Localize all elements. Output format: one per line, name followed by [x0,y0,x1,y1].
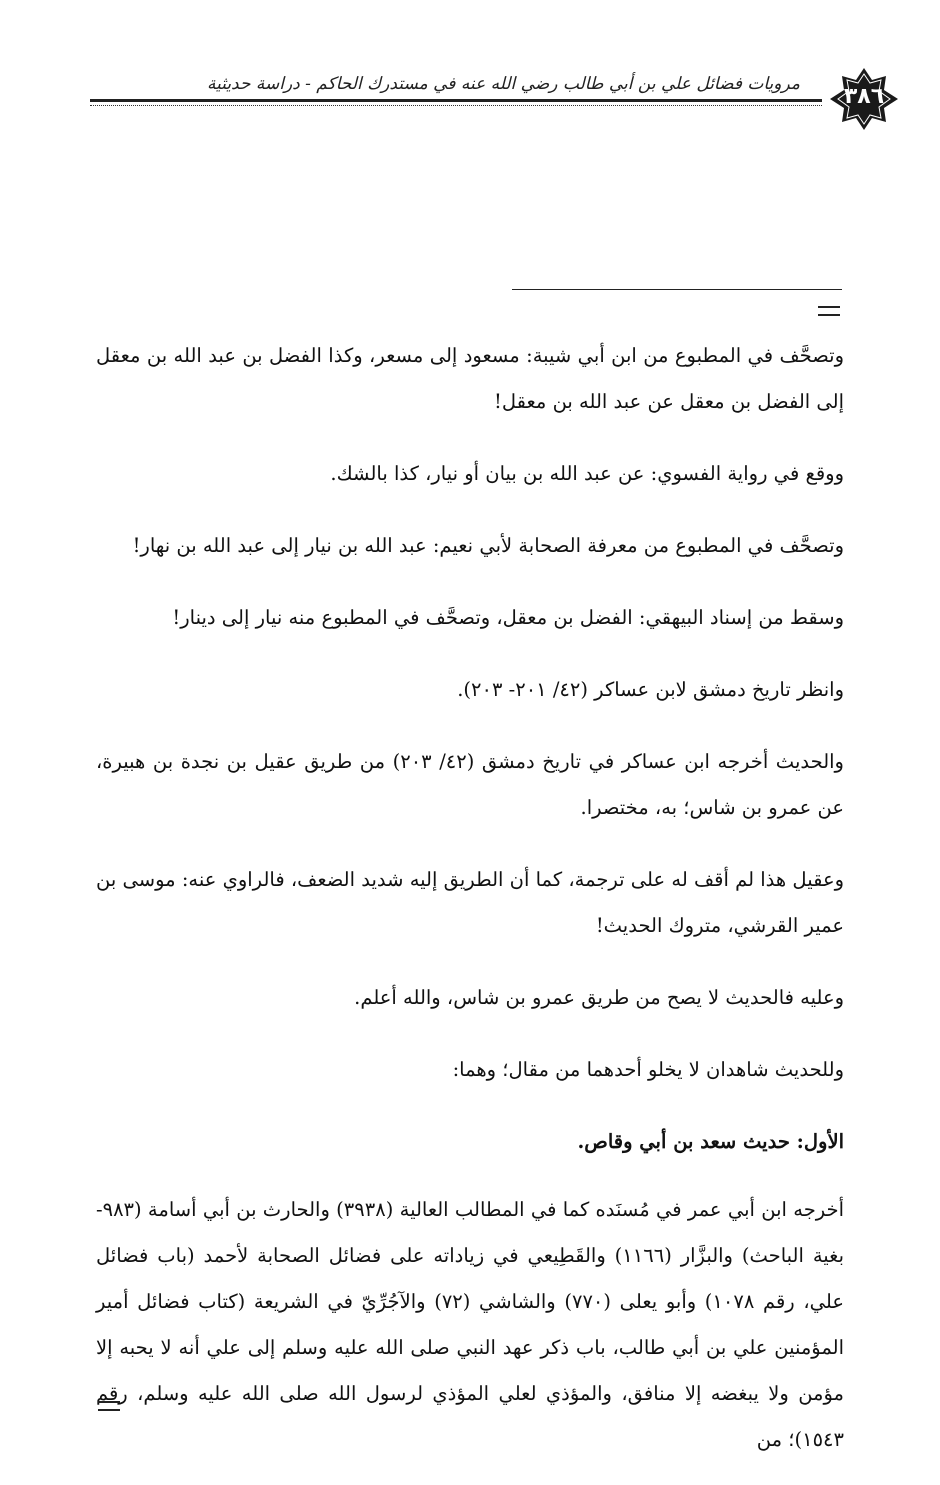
paragraph: والحديث أخرجه ابن عساكر في تاريخ دمشق (٤٢/ ٢٠٣) من طريق عقيل بن نجدة بن هبيرة، عن عمرو بن شاس؛ به، مختصرا. [96,750,844,819]
page-header [80,64,900,136]
page-number: ٣٨٦ [843,84,885,109]
continuation-mark-top [818,306,840,316]
page-number-badge [828,66,900,132]
footnote-separator [512,289,842,290]
paragraph-final: أخرجه ابن أبي عمر في مُسنَده كما في المطالب العالية (٣٩٣٨) والحارث بن أبي أسامة (٩٨٣- بغية الباحث) والبزَّار (١١٦٦) والقَطِيعي في زياداته على فضائل الصحابة لأحمد (باب فضائل علي، رقم ١٠٧٨) وأبو يعلى (٧٧٠) والشاشي (٧٢) والآجُرِّيّ في الشريعة (كتاب فضائل أمير المؤمنين علي بن أبي طالب، باب ذكر عهد النبي صلى الله عليه وسلم إلى علي أنه لا يحبه إلا مؤمن ولا يبغضه إلا منافق، والمؤذي لعلي المؤذي لرسول الله صلى الله عليه وسلم، رقم ١٥٤٣)؛ من [96,1198,845,1451]
paragraph: وانظر تاريخ دمشق لابن عساكر (٤٢/ ٢٠١- ٢٠٣). [457,678,844,701]
section-heading: الأول: حديث سعد بن أبي وقاص. [577,1130,844,1153]
header-rule-thick [90,99,822,102]
footnote-body [96,333,844,1485]
paragraph: وللحديث شاهدان لا يخلو أحدهما من مقال؛ وهما: [452,1058,844,1081]
paragraph: وسقط من إسناد البيهقي: الفضل بن معقل، وتصحَّف في المطبوع منه نيار إلى دينار! [172,606,844,629]
paragraph: ووقع في رواية الفسوي: عن عبد الله بن بيان أو نيار، كذا بالشك. [330,462,844,485]
running-title: مرويات فضائل علي بن أبي طالب رضي الله عنه في مستدرك الحاكم - دراسة حديثية [206,74,800,94]
paragraph: وعليه فالحديث لا يصح من طريق عمرو بن شاس، والله أعلم. [354,986,844,1009]
paragraph: وتصحَّف في المطبوع من معرفة الصحابة لأبي نعيم: عبد الله بن نيار إلى عبد الله بن نهار! [132,534,844,557]
header-rule-dotted [90,105,822,106]
continuation-mark-bottom [98,1401,120,1411]
paragraph: وعقيل هذا لم أقف له على ترجمة، كما أن الطريق إليه شديد الضعف، فالراوي عنه: موسى بن عمير القرشي، متروك الحديث! [96,868,844,937]
paragraph: وتصحَّف في المطبوع من ابن أبي شيبة: مسعود إلى مسعر، وكذا الفضل بن عبد الله بن معقل إلى الفضل بن معقل عن عبد الله بن معقل! [96,344,844,413]
